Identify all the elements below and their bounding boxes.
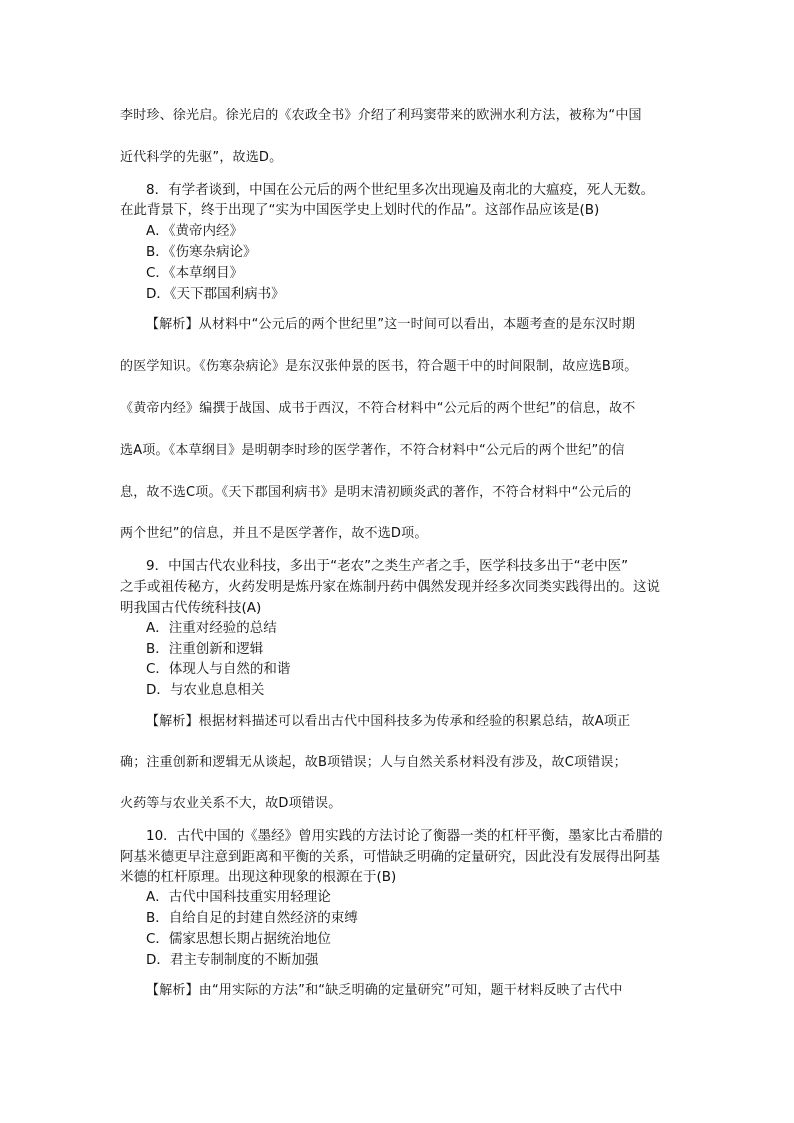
q9-analysis-line-1: 【解析】根据材料描述可以看出古代中国科技多为传承和经验的积累总结，故A项正 xyxy=(146,714,631,729)
q10-stem-line-3: 米德的杠杆原理。出现这种现象的根源在于(B) xyxy=(120,869,397,885)
q10-stem-line-1: 10．古代中国的《墨经》曾用实践的方法讨论了衡器一类的杠杆平衡，墨家比古希腊的 xyxy=(146,828,663,844)
q10-analysis-line-1: 【解析】由“用实际的方法”和“缺乏明确的定量研究”可知，题干材料反映了古代中 xyxy=(146,983,623,998)
prev-analysis-line-2: 近代科学的先驱”，故选D。 xyxy=(120,150,283,165)
q8-analysis-line-1: 【解析】从材料中“公元后的两个世纪里”这一时间可以看出，本题考查的是东汉时期 xyxy=(146,317,636,332)
q9-option-d: D．与农业息息相关 xyxy=(146,682,265,698)
q10-option-c: C．儒家思想长期占据统治地位 xyxy=(146,931,331,947)
q9-analysis-line-2: 确；注重创新和逻辑无从谈起，故B项错误；人与自然关系材料没有涉及，故C项错误； xyxy=(120,755,627,770)
q8-analysis-line-3: 《黄帝内经》编撰于战国、成书于西汉，不符合材料中“公元后的两个世纪”的信息，故不 xyxy=(120,401,636,416)
q8-analysis-line-5: 息，故不选C项。《天下郡国利病书》是明末清初顾炎武的著作，不符合材料中“公元后的 xyxy=(120,485,632,500)
q10-stem-line-2: 阿基米德更早注意到距离和平衡的关系，可惜缺乏明确的定量研究，因此没有发展得出阿基 xyxy=(120,849,660,865)
q8-option-a: A．《黄帝内经》 xyxy=(146,223,243,239)
q9-stem-line-2: 之手或祖传秘方，火药发明是炼丹家在炼制丹药中偶然发现并经多次同类实践得出的。这说 xyxy=(120,579,660,595)
q9-option-c: C．体现人与自然的和谐 xyxy=(146,661,291,677)
q8-stem-line-1: 8．有学者谈到，中国在公元后的两个世纪里多次出现遍及南北的大瘟疫，死人无数。 xyxy=(146,182,655,198)
q8-option-c: C．《本草纲目》 xyxy=(146,265,244,281)
q8-option-b: B．《伤寒杂病论》 xyxy=(146,244,257,260)
q9-stem-line-3: 明我国古代传统科技(A) xyxy=(120,600,262,616)
q8-stem-line-2: 在此背景下，终于出现了“实为中国医学史上划时代的作品”。这部作品应该是(B) xyxy=(120,202,600,218)
q8-analysis-line-2: 的医学知识。《伤寒杂病论》是东汉张仲景的医书，符合题干中的时间限制，故应选B项。 xyxy=(120,359,638,374)
q10-option-b: B．自给自足的封建自然经济的束缚 xyxy=(146,910,358,926)
q8-analysis-line-6: 两个世纪”的信息，并且不是医学著作，故不选D项。 xyxy=(120,526,428,541)
q9-analysis-line-3: 火药等与农业关系不大，故D项错误。 xyxy=(120,796,342,811)
prev-analysis-line-1: 李时珍、徐光启。徐光启的《农政全书》介绍了利玛窦带来的欧洲水利方法，被称为“中国 xyxy=(120,108,642,123)
q8-analysis-line-4: 选A项。《本草纲目》是明朝李时珍的医学著作，不符合材料中“公元后的两个世纪”的信 xyxy=(120,443,625,458)
q10-option-a: A．古代中国科技重实用轻理论 xyxy=(146,889,331,905)
q9-option-a: A．注重对经验的总结 xyxy=(146,620,277,636)
q9-stem-line-1: 9．中国古代农业科技，多出于“老农”之类生产者之手，医学科技多出于“老中医” xyxy=(146,558,629,574)
q9-option-b: B．注重创新和逻辑 xyxy=(146,641,264,657)
q8-option-d: D．《天下郡国利病书》 xyxy=(146,286,285,302)
q10-option-d: D．君主专制制度的不断加强 xyxy=(146,952,319,968)
